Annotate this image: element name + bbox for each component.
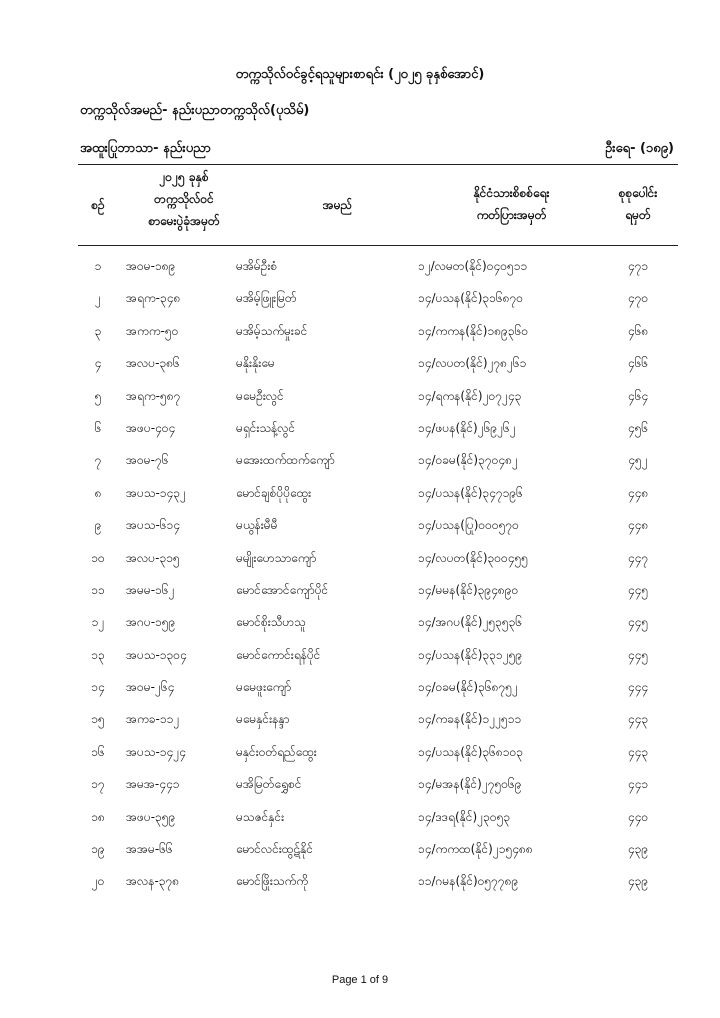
- nrc-number: ၁၄/ပသန(ပြု)၀၀၀၅၇၀: [418, 518, 519, 533]
- row-number: ၅: [94, 388, 102, 403]
- student-name: မရှင်းသန့်လွင်: [236, 420, 296, 435]
- table-row: [78, 509, 678, 541]
- table-row: [78, 736, 678, 768]
- nrc-number: ၁၁/ဂမန(နိုင်)၀၅၇၇၈၉: [418, 874, 519, 889]
- nrc-number: ၁၄/ဝခမ(နိုင်)၃၆၈၇၅၂: [418, 680, 518, 695]
- total-score: ၄၇၀: [627, 291, 649, 306]
- student-name: မောင်စိုးသီဟသူ: [236, 615, 306, 630]
- row-number: ၄: [94, 356, 102, 371]
- student-name: မောင်အောင်ကျော်ပိုင်: [236, 582, 329, 597]
- row-number: ၁၇: [91, 777, 105, 792]
- student-name: မမေဦးလွင်: [236, 388, 284, 403]
- header-nrc-line1: နိုင်ငံသားစိစစ်ရေး: [473, 186, 550, 200]
- student-name: မောင်ချစ်ပိုပိုထွေး: [236, 485, 312, 500]
- exam-code: အဝမ-၁၈၉: [126, 259, 176, 273]
- total-score: ၄၆၆: [627, 356, 649, 371]
- exam-code: အပသ-၁၄၂၄: [126, 744, 186, 759]
- exam-code: အကက-၅၀: [126, 323, 179, 338]
- total-score: ၄၄၇: [627, 550, 649, 565]
- nrc-number: ၁၄/ဒဒရ(နိုင်)၂၃၀၅၃: [418, 809, 511, 824]
- student-name: မအိမ့်ဖြူးမြတ်: [236, 291, 297, 306]
- table-row: [78, 639, 678, 671]
- student-name: မအိမ်ဦးစံ: [236, 259, 278, 273]
- table-row: [78, 412, 678, 444]
- document-title: တက္ကသိုလ်ဝင်ခွင့်ရသူများစာရင်း (၂၀၂၅ ခုနှစ်အောင်): [235, 67, 485, 82]
- total-score: ၄၅၂: [628, 453, 648, 468]
- nrc-number: ၁၄/မအန(နိုင်)၂၇၅၀၆၉: [418, 777, 522, 792]
- exam-code: အရက-၅၈၇: [126, 388, 181, 403]
- row-number: ၁၃: [91, 647, 105, 662]
- student-name: မနှင်းဝတ်ရည်ထွေး: [236, 744, 317, 759]
- header-name: အမည်: [322, 198, 353, 212]
- table-row: [78, 477, 678, 509]
- header-nrc-line2: ကတ်ပြားအမှတ်: [476, 208, 547, 222]
- student-name: မမေဖူးကျော်: [236, 680, 292, 695]
- exam-code: အဖပ-၃၅၉: [126, 809, 176, 824]
- exam-code: အပသ-၆၁၄: [126, 518, 181, 533]
- total-score: ၄၃၉: [627, 874, 649, 889]
- exam-code: အရက-၃၄၈: [126, 291, 181, 306]
- row-number: ၇: [94, 453, 102, 468]
- row-number: ၁၄: [91, 680, 105, 695]
- table-row: [78, 542, 678, 574]
- total-score: ၄၄၈: [627, 518, 649, 533]
- row-number: ၁၀: [91, 550, 105, 565]
- total-score: ၄၄၁: [627, 777, 649, 792]
- student-name: မမျိုးဟေသာကျော်: [236, 550, 317, 565]
- header-exam-code: [118, 166, 250, 232]
- header-no: စဉ်: [91, 198, 105, 212]
- nrc-number: ၁၄/မမန(နိုင်)၃၉၄၈၉၀: [418, 582, 519, 597]
- exam-code: အကခ-၁၁၂: [126, 712, 180, 727]
- row-number: ၁၂: [91, 615, 105, 630]
- nrc-number: ၁၄/လပတ(နိုင်)၃၀၀၄၅၅: [418, 550, 529, 565]
- total-score: ၄၅၆: [627, 420, 649, 435]
- nrc-number: ၁၄/ပသန(နိုင်)၃၃၁၂၅၉: [418, 647, 523, 662]
- row-number: ၃: [94, 323, 102, 338]
- intake-count: ဦးရေ- (၁၈၉): [605, 141, 674, 156]
- nrc-number: ၁၄/ကခန(နိုင်)၁၂၂၅၁၁: [418, 712, 522, 727]
- table-body: [78, 250, 678, 898]
- table-row: [78, 347, 678, 379]
- total-score: ၄၆၄: [627, 388, 649, 403]
- header-score: [598, 182, 678, 226]
- row-number: ၁၁: [91, 582, 105, 597]
- row-number: ၁၅: [91, 712, 105, 727]
- row-number: ၁: [94, 259, 102, 273]
- nrc-number: ၁၄/ပသန(နိုင်)၃၆၈၁၀၃: [418, 744, 524, 759]
- student-name: မအေးထက်ထက်ကျော်: [236, 453, 335, 468]
- nrc-number: ၁၄/အဂပ(နိုင်)၂၅၃၅၃၆: [418, 615, 523, 630]
- total-score: ၄၄၅: [627, 615, 649, 630]
- total-score: ၄၄၀: [627, 809, 649, 824]
- exam-code: အမမ-၁၆၂: [126, 582, 175, 597]
- table-row: [78, 315, 678, 347]
- exam-code: အဂပ-၁၅၉: [126, 615, 176, 630]
- student-name: မယွန်းမီမီ: [236, 518, 278, 533]
- table-row: [78, 801, 678, 833]
- exam-code: အလန-၃၇၈: [126, 874, 180, 889]
- exam-code: အမအ-၄၄၁: [126, 777, 180, 792]
- table-header-rule: [78, 245, 678, 246]
- nrc-number: ၁၄/ကကန(နိုင်)၁၈၉၃၆၀: [418, 323, 529, 338]
- table-row: [78, 380, 678, 412]
- student-name: မောင်လင်းထွဋ်နိုင်: [236, 842, 314, 857]
- table-row: [78, 865, 678, 897]
- total-score: ၄၇၁: [627, 259, 649, 273]
- nrc-number: ၁၄/ပသန(နိုင်)၃၄၇၁၉၆: [418, 485, 523, 500]
- header-nrc: [425, 182, 598, 226]
- header-exam-code-line2: တက္ကသိုလ်ဝင်: [154, 192, 214, 206]
- table-row: [78, 768, 678, 800]
- row-number: ၂၀: [91, 874, 105, 889]
- total-score: ၄၆၈: [627, 323, 649, 338]
- row-number: ၁၆: [91, 744, 105, 759]
- table-row: [78, 671, 678, 703]
- header-score-line2: ရမှတ်: [625, 208, 651, 222]
- student-name: မသဇင်နှင်း: [236, 809, 285, 824]
- exam-code: အလပ-၃၈၆: [126, 356, 180, 371]
- row-number: ၁၈: [91, 809, 105, 824]
- page-footer: Page 1 of 9: [331, 974, 389, 986]
- total-score: ၄၄၄: [627, 680, 649, 695]
- nrc-number: ၁၄/လပတ(နိုင်)၂၇၈၂၆၁: [418, 356, 527, 371]
- row-number: ၉: [94, 518, 102, 533]
- total-score: ၄၃၉: [627, 842, 649, 857]
- exam-code: အပသ-၁၄၃၂: [126, 485, 186, 500]
- student-name: မနိုးနိုးမေ: [236, 356, 275, 371]
- student-name: မမေနှင်းနန္ဒာ: [236, 712, 290, 727]
- table-row: [78, 833, 678, 865]
- row-number: ၁၉: [91, 842, 105, 857]
- major-subject: အထူးပြုဘာသာ- နည်းပညာ: [80, 141, 212, 156]
- total-score: ၄၄၃: [627, 744, 649, 759]
- nrc-number: ၁၄/ရကန(နိုင်)၂၀၇၂၄၃: [418, 388, 522, 403]
- table-row: [78, 574, 678, 606]
- nrc-number: ၁၄/ကကထ(နိုင်)၂၁၅၄၈၈: [418, 842, 533, 857]
- table-row: [78, 606, 678, 638]
- nrc-number: ၁၄/ဝခမ(နိုင်)၃၇၀၄၈၂: [418, 453, 518, 468]
- total-score: ၄၄၃: [627, 712, 649, 727]
- row-number: ၈: [94, 485, 102, 500]
- student-name: မောင်ကောင်းရန်ပိုင်: [236, 647, 321, 662]
- row-number: ၆: [94, 420, 102, 435]
- exam-code: အဝမ-၇၆: [126, 453, 169, 468]
- exam-code: အအမ-၆၆: [126, 842, 173, 857]
- total-score: ၄၄၅: [627, 647, 649, 662]
- exam-code: အပသ-၁၃၀၄: [126, 647, 187, 662]
- student-name: မောင်ဖြိုးသက်ကို: [236, 874, 308, 889]
- exam-code: အဝမ-၂၆၄: [126, 680, 175, 695]
- table-top-rule: [78, 164, 678, 165]
- table-row: [78, 282, 678, 314]
- total-score: ၄၄၈: [627, 485, 649, 500]
- header-exam-code-line1: ၂၀၂၅ ခုနှစ်: [159, 170, 209, 184]
- student-name: မအိမ့်သက်မှုးခင်: [236, 323, 308, 338]
- student-name: မအိမြတ်ရွှေစင်: [236, 777, 302, 792]
- total-score: ၄၄၅: [627, 582, 649, 597]
- nrc-number: ၁၄/ဖပန(နိုင်)၂၆၉၂၆၂: [418, 420, 516, 435]
- table-row: [78, 250, 678, 282]
- table-row: [78, 444, 678, 476]
- header-exam-code-line3: စာမေးပွဲခုံအမှတ်: [148, 214, 220, 228]
- nrc-number: ၁၄/ပသန(နိုင်)၃၁၆၈၇၀: [418, 291, 524, 306]
- exam-code: အဖပ-၄၀၄: [126, 420, 176, 435]
- nrc-number: ၁၂/လမတ(နိုင်)၀၄၀၅၁၁: [418, 259, 528, 273]
- exam-code: အလပ-၃၁၅: [126, 550, 180, 565]
- university-name: တက္ကသိုလ်အမည်- နည်းပညာတက္ကသိုလ်(ပုသိမ်): [80, 103, 310, 118]
- row-number: ၂: [95, 291, 101, 306]
- header-score-line1: စုစုပေါင်း: [618, 186, 658, 200]
- table-header: [78, 166, 678, 244]
- table-row: [78, 703, 678, 735]
